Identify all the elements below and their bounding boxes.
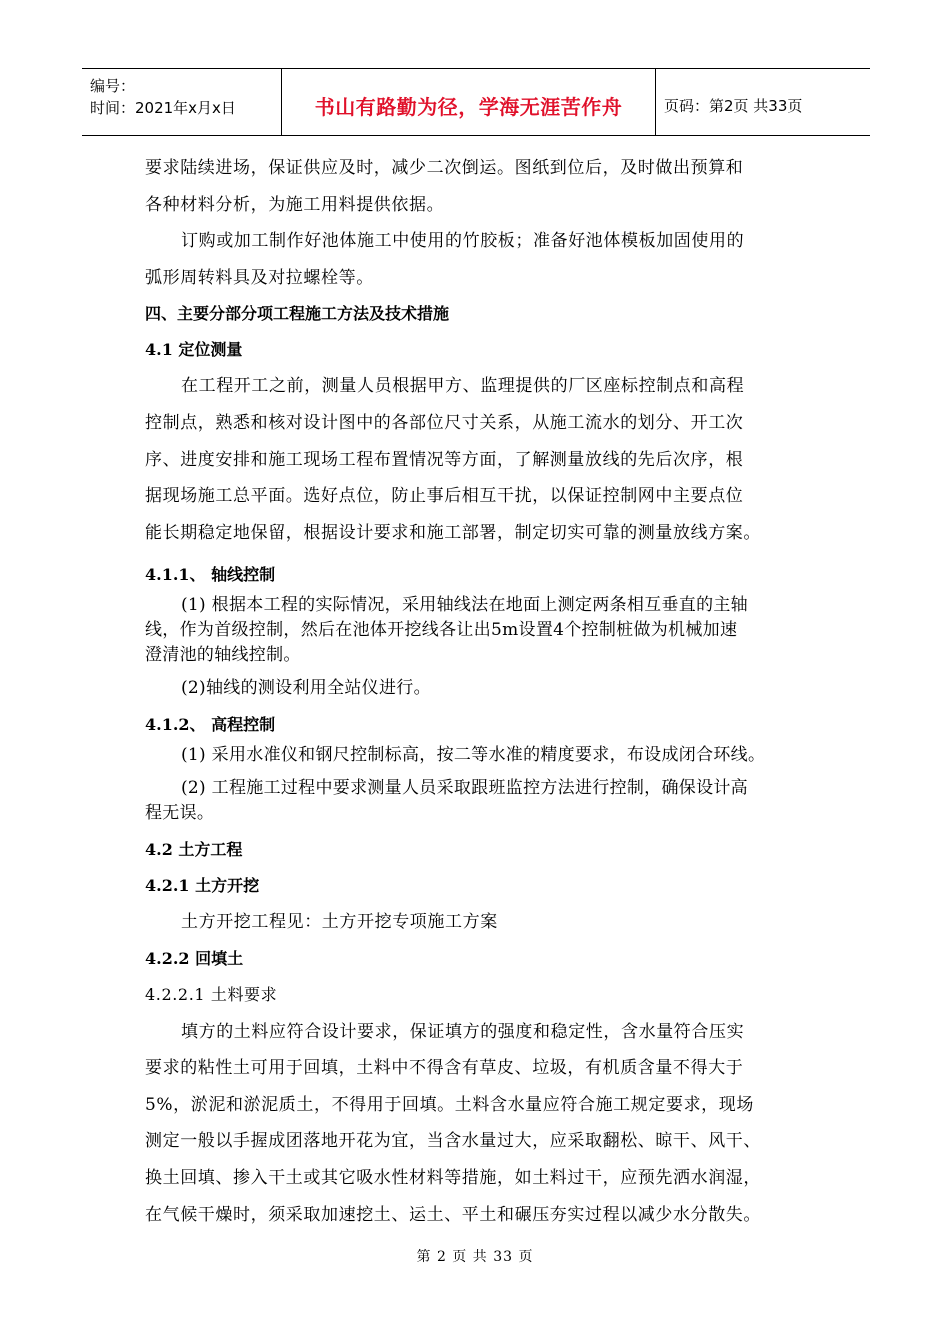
paragraph-line: 程无误。	[145, 803, 215, 824]
paragraph-line: (2) 工程施工过程中要求测量人员采取跟班监控方法进行控制，确保设计高	[181, 778, 748, 799]
paragraph-line: 线，作为首级控制，然后在池体开挖线各让出5m设置4个控制桩做为机械加速	[145, 620, 738, 641]
paragraph-line: (1) 采用水准仪和钢尺控制标高，按二等水准的精度要求，布设成闭合环线。	[181, 745, 766, 766]
header-table	[82, 68, 870, 136]
subsection-heading: 4.2.2 回填土	[145, 948, 244, 968]
paragraph-line: 测定一般以手握成团落地开花为宜，当含水量过大，应采取翻松、晾干、风干、	[145, 1131, 761, 1152]
paragraph-line: 在工程开工之前，测量人员根据甲方、监理提供的厂区座标控制点和高程	[181, 376, 745, 397]
section-heading: 四、主要分部分项工程施工方法及技术措施	[145, 304, 450, 324]
paragraph-line: 订购或加工制作好池体施工中使用的竹胶板；准备好池体模板加固使用的	[181, 231, 745, 252]
time-label: 时间：2021年x月x日	[90, 99, 236, 117]
paragraph-line: 澄清池的轴线控制。	[145, 645, 301, 666]
header-motto-cell	[282, 69, 656, 135]
subsection-heading: 4.2.2.1 土料要求	[145, 984, 278, 1004]
document-body	[145, 150, 805, 1233]
paragraph-line: 各种材料分析，为施工用料提供依据。	[145, 194, 445, 215]
header-page-cell	[656, 69, 870, 135]
paragraph-line: 据现场施工总平面。选好点位，防止事后相互干扰，以保证控制网中主要点位	[145, 486, 744, 507]
paragraph-line: 填方的土料应符合设计要求，保证填方的强度和稳定性，含水量符合压实	[181, 1021, 745, 1042]
subsection-heading: 4.1 定位测量	[145, 340, 243, 360]
subsection-heading: 4.2.1 土方开挖	[145, 876, 260, 896]
page-footer	[0, 1246, 950, 1266]
paragraph-line: 能长期稳定地保留，根据设计要求和施工部署，制定切实可靠的测量放线方案。	[145, 522, 761, 543]
footer-page-number: 第 2 页 共 33 页	[416, 1249, 534, 1265]
subsection-heading: 4.1.1、 轴线控制	[145, 565, 276, 585]
number-label: 编号：	[90, 77, 136, 95]
paragraph-line: 弧形周转料具及对拉螺栓等。	[145, 267, 374, 288]
motto-text: 书山有路勤为径，学海无涯苦作舟	[314, 94, 623, 119]
paragraph-line: 要求的粘性土可用于回填，土料中不得含有草皮、垃圾，有机质含量不得大于	[145, 1058, 744, 1079]
paragraph-line: (1) 根据本工程的实际情况，采用轴线法在地面上测定两条相互垂直的主轴	[181, 595, 748, 616]
subsection-heading: 4.1.2、 高程控制	[145, 715, 276, 735]
paragraph-line: 换土回填、掺入干土或其它吸水性材料等措施，如土料过干，应预先洒水润湿，	[145, 1167, 761, 1188]
page-code: 页码：第2页 共33页	[664, 96, 803, 115]
paragraph-line: 序、进度安排和施工现场工程布置情况等方面，了解测量放线的先后次序，根	[145, 449, 744, 470]
paragraph-line: 在气候干燥时，须采取加速挖土、运土、平土和碾压夯实过程以减少水分散失。	[145, 1204, 761, 1225]
paragraph-line: 土方开挖工程见：土方开挖专项施工方案	[181, 912, 498, 933]
paragraph-line: 控制点，熟悉和核对设计图中的各部位尺寸关系，从施工流水的划分、开工次	[145, 412, 744, 433]
paragraph-line: 要求陆续进场，保证供应及时，减少二次倒运。图纸到位后，及时做出预算和	[145, 158, 744, 178]
paragraph-line: 5%，淤泥和淤泥质土，不得用于回填。土料含水量应符合施工规定要求，现场	[145, 1094, 754, 1115]
header-info-cell	[82, 69, 282, 135]
subsection-heading: 4.2 土方工程	[145, 840, 243, 860]
paragraph-line: (2)轴线的测设利用全站仪进行。	[181, 678, 431, 699]
